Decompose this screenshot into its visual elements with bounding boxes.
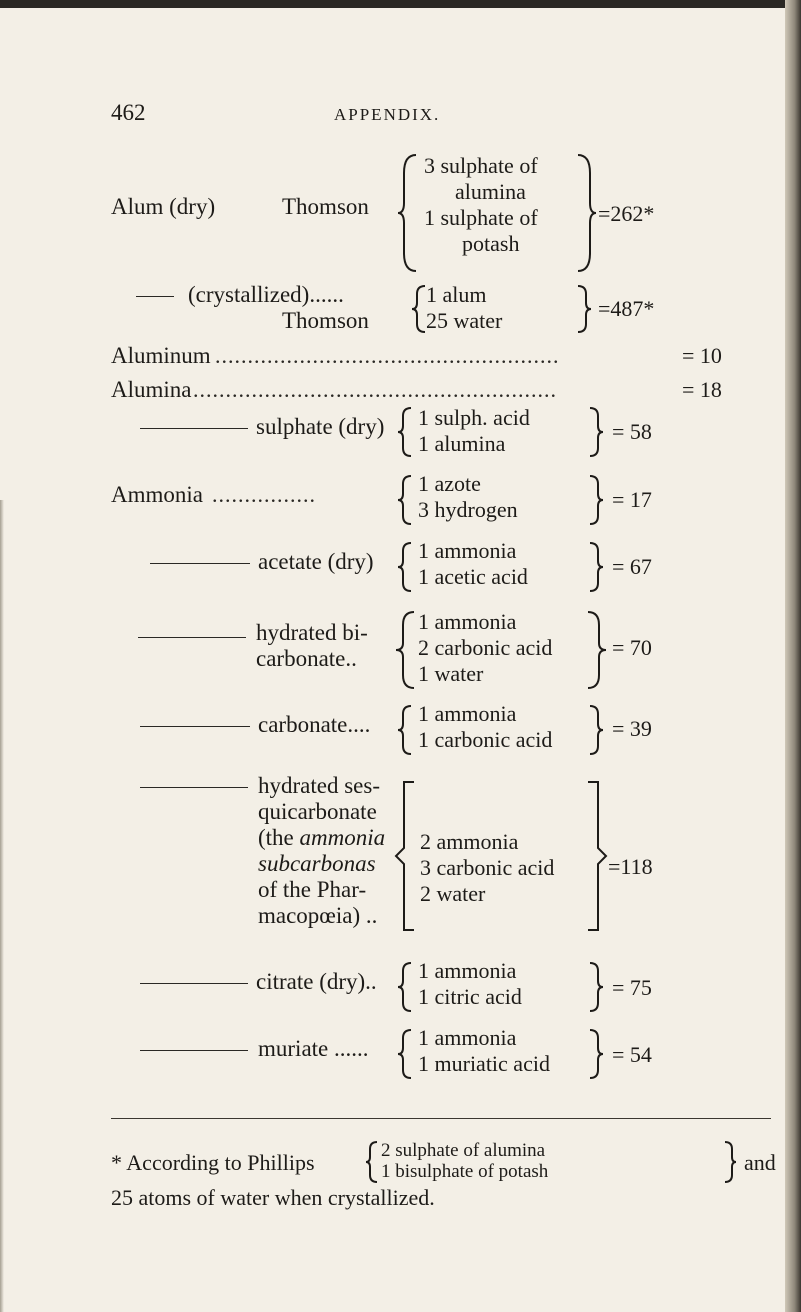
footnote-prefix: * According to Phillips xyxy=(111,1150,315,1175)
right-brace-icon xyxy=(587,406,605,458)
left-brace-icon xyxy=(394,780,418,932)
footnote-suffix: and xyxy=(744,1150,776,1175)
entry-value: = 75 xyxy=(612,975,652,1000)
footnote-rule xyxy=(111,1118,771,1119)
entry-value: = 70 xyxy=(612,635,652,660)
entry-value: =118 xyxy=(608,854,653,879)
ditto-dash xyxy=(140,428,248,429)
entry-authority: Thomson xyxy=(282,308,369,333)
right-brace-icon xyxy=(584,610,608,690)
right-brace-icon xyxy=(587,541,605,593)
entry-label: Alumina xyxy=(111,377,192,402)
ditto-dash xyxy=(140,983,248,984)
component-line: 1 sulph. acid xyxy=(418,405,530,430)
right-brace-icon xyxy=(587,1028,605,1080)
component-line: 1 ammonia xyxy=(418,958,517,983)
entry-label-line: carbonate.. xyxy=(256,646,357,671)
entry-value: = 39 xyxy=(612,716,652,741)
ditto-dash xyxy=(140,726,250,727)
component-line: 1 water xyxy=(418,661,484,686)
component-line: 1 ammonia xyxy=(418,1025,517,1050)
component-line: 2 carbonic acid xyxy=(418,635,553,660)
component-line: 1 acetic acid xyxy=(418,564,528,589)
entry-label: Alum (dry) xyxy=(111,194,216,219)
entry-value: = 67 xyxy=(612,554,652,579)
component-line: 1 sulphate of xyxy=(424,205,538,230)
right-brace-icon xyxy=(587,474,605,526)
component-line: 1 ammonia xyxy=(418,701,517,726)
entry-value: = 54 xyxy=(612,1042,652,1067)
component-line: 25 water xyxy=(426,308,503,333)
entry-label: Ammonia xyxy=(111,482,203,507)
entry-label-line: hydrated bi- xyxy=(256,620,368,645)
entry-label-line: quicarbonate xyxy=(258,799,377,824)
component-line: 1 azote xyxy=(418,471,481,496)
entry-value: = 18 xyxy=(682,377,722,402)
component-line: potash xyxy=(462,231,520,256)
right-brace-icon xyxy=(587,704,605,756)
component-line: 1 alum xyxy=(426,282,487,307)
left-brace-icon xyxy=(364,1140,380,1184)
right-brace-icon xyxy=(587,961,605,1013)
entry-label: Aluminum xyxy=(111,343,211,368)
entry-value: = 17 xyxy=(612,487,652,512)
page-number: 462 xyxy=(111,100,146,125)
entry-label-line: macopœia) .. xyxy=(258,903,378,928)
component-line: 3 hydrogen xyxy=(418,497,518,522)
left-brace-icon xyxy=(396,474,414,526)
component-line: 1 ammonia xyxy=(418,538,517,563)
entry-label: carbonate.... xyxy=(258,712,371,737)
component-line: 1 ammonia xyxy=(418,609,517,634)
ditto-dash xyxy=(150,563,250,564)
entry-label: sulphate (dry) xyxy=(256,414,385,439)
footnote-component: 2 sulphate of alumina xyxy=(381,1140,546,1161)
entry-authority: Thomson xyxy=(282,194,369,219)
scan-edge-top xyxy=(0,0,801,8)
leader-dots: ........................................................ xyxy=(193,377,557,402)
entry-value: =487* xyxy=(598,296,655,321)
entry-label-line: subcarbonas xyxy=(258,851,376,876)
component-line: 1 citric acid xyxy=(418,984,522,1009)
scan-edge-right xyxy=(785,0,801,1312)
right-brace-icon xyxy=(584,780,608,932)
component-line: 1 muriatic acid xyxy=(418,1051,550,1076)
entry-label-line: (the ammonia xyxy=(258,825,386,850)
component-line: 1 carbonic acid xyxy=(418,727,553,752)
left-brace-icon xyxy=(394,610,418,690)
right-brace-icon xyxy=(574,153,598,273)
ditto-dash xyxy=(140,1050,248,1051)
component-line: alumina xyxy=(455,179,526,204)
italic-term: ammonia xyxy=(299,825,386,850)
right-brace-icon xyxy=(575,284,593,334)
entry-label-line: hydrated ses- xyxy=(258,773,380,798)
left-brace-icon xyxy=(396,406,414,458)
entry-value: = 10 xyxy=(682,343,722,368)
leader-dots: ..................................................... xyxy=(215,343,560,368)
footnote-line-2: 25 atoms of water when crystallized. xyxy=(111,1185,435,1210)
entry-label: (crystallized)...... xyxy=(188,282,344,307)
component-line: 3 carbonic acid xyxy=(420,855,555,880)
ditto-dash xyxy=(136,296,174,297)
entry-label: muriate ...... xyxy=(258,1036,369,1061)
entry-label: citrate (dry).. xyxy=(256,969,377,994)
left-brace-icon xyxy=(396,961,414,1013)
left-brace-icon xyxy=(396,704,414,756)
component-line: 2 water xyxy=(420,881,486,906)
ditto-dash xyxy=(138,637,246,638)
left-brace-icon xyxy=(396,1028,414,1080)
right-brace-icon xyxy=(722,1140,738,1184)
footnote-component: 1 bisulphate of potash xyxy=(381,1161,549,1182)
entry-value: = 58 xyxy=(612,419,652,444)
entry-label: acetate (dry) xyxy=(258,549,374,574)
running-head: APPENDIX. xyxy=(334,105,441,124)
entry-value: =262* xyxy=(598,201,655,226)
leader-dots: ................ xyxy=(212,482,316,507)
left-brace-icon xyxy=(396,541,414,593)
component-line: 3 sulphate of xyxy=(424,153,538,178)
scan-edge-left xyxy=(0,500,4,1312)
component-line: 2 ammonia xyxy=(420,829,519,854)
left-brace-icon xyxy=(396,153,420,273)
ditto-dash xyxy=(140,787,248,788)
entry-label-line: of the Phar- xyxy=(258,877,367,902)
component-line: 1 alumina xyxy=(418,431,506,456)
